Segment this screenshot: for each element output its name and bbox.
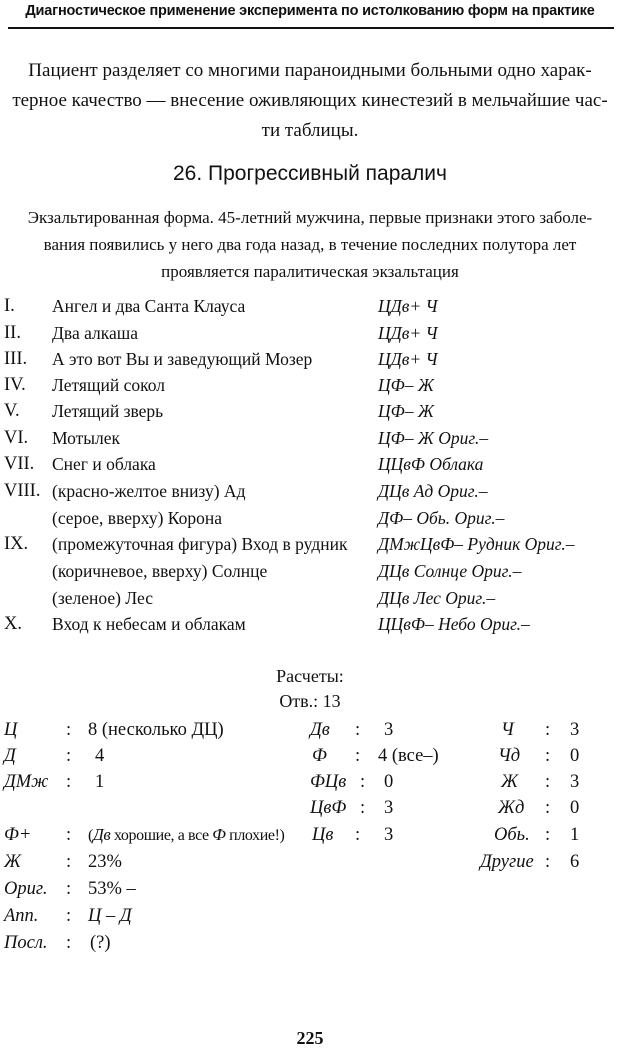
score-value: 3 — [384, 720, 394, 740]
score-value: 0 — [570, 798, 580, 818]
response-text: Два алкаша — [52, 323, 139, 343]
colon-separator: : — [66, 879, 72, 899]
response-text: Летящий сокол — [52, 375, 165, 395]
colon-separator: : — [355, 720, 361, 740]
score-value: 8 (несколько ДЦ) — [88, 720, 224, 740]
score-label: Ф+ — [4, 825, 32, 845]
response-text: Ангел и два Санта Клауса — [52, 296, 246, 316]
card-number: IV. — [4, 375, 26, 395]
response-text: (серое, вверху) Корона — [52, 508, 222, 528]
answers-count: Отв.: 13 — [279, 691, 341, 711]
score-label: Цв — [312, 825, 334, 845]
score-label: Дв — [310, 720, 330, 740]
score-label: Ф — [312, 746, 327, 766]
card-number: V. — [4, 401, 20, 421]
response-text: Мотылек — [52, 428, 121, 448]
colon-separator: : — [545, 720, 551, 740]
response-code: ЦДв+ Ч — [378, 349, 438, 369]
response-code: ЦФ– Ж Ориг.– — [378, 428, 489, 448]
card-number: III. — [4, 349, 28, 369]
response-code: ЦФ– Ж — [378, 375, 434, 395]
score-value: 3 — [384, 798, 394, 818]
colon-separator: : — [66, 825, 72, 845]
response-text: (промежуточная фигура) Вход в рудник — [52, 534, 348, 554]
response-code: ЦДв+ Ч — [378, 296, 438, 316]
score-value: 4 (все–) — [378, 746, 439, 766]
card-number: X. — [4, 614, 22, 634]
score-label: Апп. — [4, 906, 39, 926]
response-code: ЦЦвФ– Небо Ориг.– — [378, 614, 530, 634]
colon-separator: : — [66, 852, 72, 872]
calculations-title: Расчеты: — [276, 666, 344, 686]
score-value: 0 — [570, 746, 580, 766]
section-title: 26. Прогрессивный паралич — [173, 162, 447, 185]
colon-separator: : — [545, 825, 551, 845]
score-value-note: (Дв хорошие, а все Ф плохие!) — [88, 825, 285, 844]
response-text: (коричневое, вверху) Солнце — [52, 561, 268, 581]
colon-separator: : — [360, 772, 366, 792]
running-header: Диагностическое применение эксперимента по истолкованию форм на практике — [25, 3, 595, 19]
score-value: 1 — [95, 772, 105, 792]
colon-separator: : — [545, 798, 551, 818]
colon-separator: : — [66, 906, 72, 926]
colon-separator: : — [545, 746, 551, 766]
score-label: Ц — [4, 720, 18, 740]
card-number: II. — [4, 323, 21, 343]
colon-separator: : — [545, 772, 551, 792]
score-value: 3 — [384, 825, 394, 845]
card-number: VIII. — [4, 481, 41, 501]
score-value: 0 — [384, 772, 394, 792]
score-value: 1 — [570, 825, 580, 845]
response-code: ДФ– Обь. Ориг.– — [378, 508, 505, 528]
score-label: Другие — [480, 852, 534, 872]
response-code: ЦФ– Ж — [378, 401, 434, 421]
score-label: Посл. — [4, 933, 48, 953]
intro-line-3: ти таблицы. — [261, 120, 359, 141]
colon-separator: : — [360, 798, 366, 818]
card-number: VI. — [4, 428, 29, 448]
score-value: 3 — [570, 772, 580, 792]
header-rule — [8, 27, 614, 29]
score-label: Ориг. — [4, 879, 48, 899]
response-text: А это вот Вы и заведующий Мозер — [52, 349, 313, 369]
score-label: Ч — [501, 720, 514, 740]
score-value: 53% – — [88, 879, 136, 899]
score-value: (?) — [90, 933, 111, 953]
response-code: ДЦв Лес Ориг.– — [378, 588, 496, 608]
colon-separator: : — [66, 720, 72, 740]
intro-line-1: Пациент разделяет со многими параноидными больными одно харак- — [28, 60, 592, 81]
description-line-2: вания появились у него два года назад, в течение последних полутора лет — [43, 235, 577, 254]
score-value: 23% — [88, 852, 122, 872]
card-number: VII. — [4, 454, 35, 474]
score-label: ДМж — [4, 772, 49, 792]
response-text: (зеленое) Лес — [52, 588, 154, 608]
score-value: Ц – Д — [88, 906, 132, 926]
colon-separator: : — [545, 852, 551, 872]
score-label: Жд — [498, 798, 525, 818]
response-code: ДЦв Солнце Ориг.– — [378, 561, 522, 581]
score-label: ЦвФ — [310, 798, 347, 818]
score-label: Ж — [501, 772, 518, 792]
colon-separator: : — [66, 746, 72, 766]
colon-separator: : — [66, 772, 72, 792]
response-text: Снег и облака — [52, 454, 156, 474]
response-code: ЦЦвФ Облака — [378, 454, 484, 474]
score-value: 3 — [570, 720, 580, 740]
response-text: Вход к небесам и облакам — [52, 614, 246, 634]
score-value: 6 — [570, 852, 580, 872]
response-code: ДМжЦвФ– Рудник Ориг.– — [378, 534, 575, 554]
score-label: ФЦв — [310, 772, 347, 792]
score-label: Д — [4, 746, 16, 766]
response-text: Летящий зверь — [52, 401, 164, 421]
response-text: (красно-желтое внизу) Ад — [52, 481, 246, 501]
score-label: Чд — [498, 746, 521, 766]
score-label: Ж — [4, 852, 21, 872]
colon-separator: : — [355, 825, 361, 845]
score-label: Обь. — [494, 825, 530, 845]
score-value: 4 — [95, 746, 105, 766]
card-number: I. — [4, 296, 15, 316]
description-line-1: Экзальтированная форма. 45-летний мужчина, первые признаки этого заболе- — [27, 208, 593, 227]
card-number: IX. — [4, 534, 29, 554]
colon-separator: : — [66, 933, 72, 953]
response-code: ЦДв+ Ч — [378, 323, 438, 343]
colon-separator: : — [355, 746, 361, 766]
response-code: ДЦв Ад Ориг.– — [378, 481, 488, 501]
intro-line-2: терное качество — внесение оживляющих кинестезий в мельчайшие час- — [12, 90, 608, 111]
page-number: 225 — [296, 1028, 324, 1048]
description-line-3: проявляется паралитическая экзальтация — [161, 262, 459, 281]
